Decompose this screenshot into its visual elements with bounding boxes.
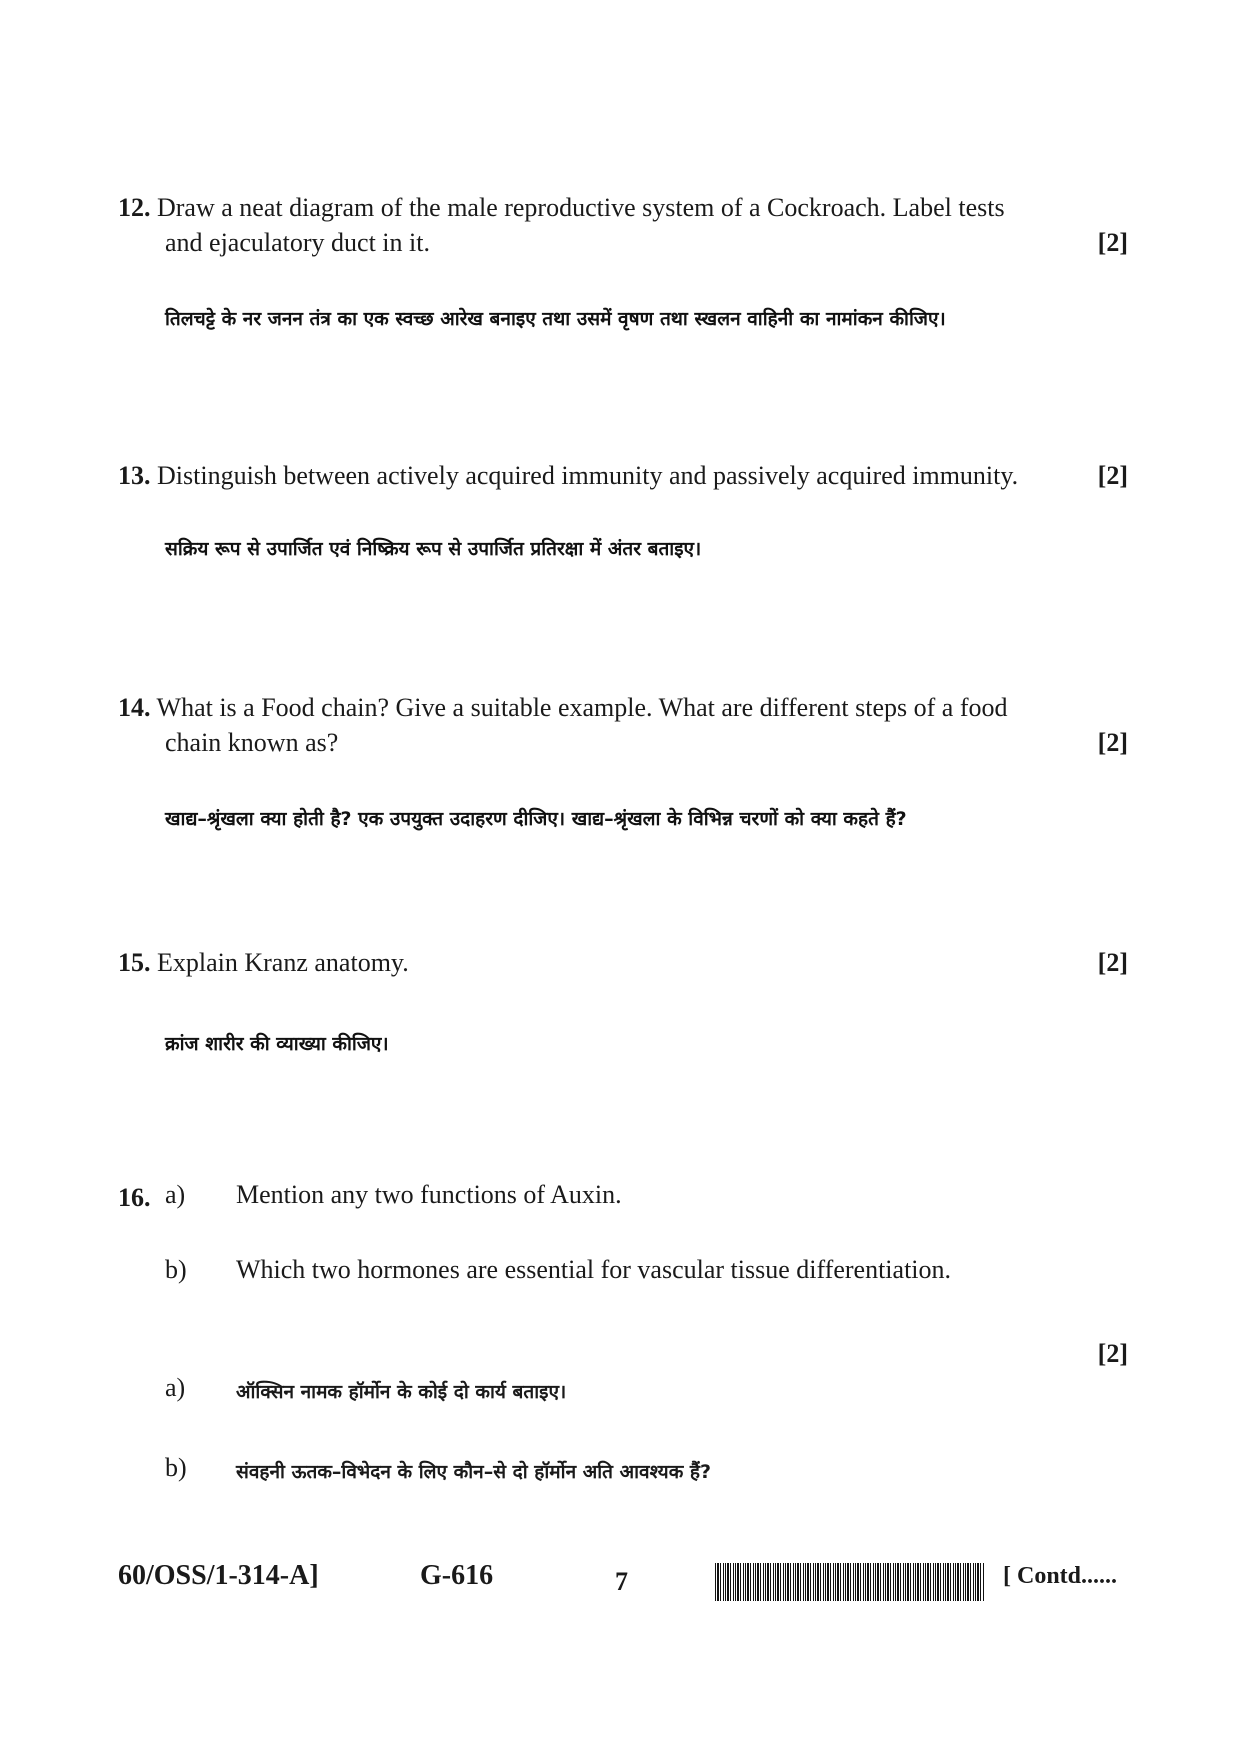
question-text: What is a Food chain? Give a suitable example. What are different steps of a food <box>156 693 1008 722</box>
question-12 <box>118 190 1128 270</box>
question-12-hindi: तिलचट्टे के नर जनन तंत्र का एक स्वच्छ आरेख बनाइए तथा उसमें वृषण तथा स्खलन वाहिनी का नामांकन कीजिए। <box>165 308 946 330</box>
page-number: 7 <box>615 1567 628 1596</box>
question-text-continued: and ejaculatory duct in it. <box>165 228 430 257</box>
question-15-hindi: क्रांज शारीर की व्याख्या कीजिए। <box>165 1033 389 1055</box>
marks: [2] <box>1097 728 1128 757</box>
paper-code: 60/OSS/1-314-A] <box>118 1560 319 1591</box>
question-text: Explain Kranz anatomy. <box>157 948 409 977</box>
sub-part-label: b) <box>165 1255 187 1284</box>
series-code: G-616 <box>420 1560 494 1591</box>
question-number: 12. <box>118 193 151 222</box>
marks: [2] <box>1097 1339 1128 1368</box>
sub-part-text-hindi: संवहनी ऊतक–विभेदन के लिए कौन–से दो हॉर्मोन अति आवश्यक हैं? <box>236 1461 712 1483</box>
question-text-continued: chain known as? <box>165 728 339 757</box>
question-14 <box>118 690 1128 770</box>
question-number: 14. <box>118 693 151 722</box>
marks: [2] <box>1097 948 1128 977</box>
sub-part-label: a) <box>165 1180 186 1209</box>
question-number: 13. <box>118 461 151 490</box>
sub-part-text: Which two hormones are essential for vascular tissue differentiation. <box>236 1255 952 1284</box>
marks: [2] <box>1097 228 1128 257</box>
sub-part-text-hindi: ऑक्सिन नामक हॉर्मोन के कोई दो कार्य बताइए। <box>236 1381 567 1403</box>
question-15 <box>118 945 1128 985</box>
question-text: Distinguish between actively acquired immunity and passively acquired immunity. <box>157 461 1019 490</box>
sub-part-text: Mention any two functions of Auxin. <box>236 1180 622 1209</box>
question-13-hindi: सक्रिय रूप से उपार्जित एवं निष्क्रिय रूप से उपार्जित प्रतिरक्षा में अंतर बताइए। <box>165 538 702 560</box>
contd-label: [ Contd...... <box>1003 1563 1118 1589</box>
sub-part-label-hindi: b) <box>165 1453 187 1482</box>
question-number: 16. <box>118 1183 151 1212</box>
question-14-hindi: खाद्य–श्रृंखला क्या होती है? एक उपयुक्त उदाहरण दीजिए। खाद्य–श्रृंखला के विभिन्न चरणों को क्या कहते हैं? <box>165 808 907 830</box>
sub-part-label-hindi: a) <box>165 1373 186 1402</box>
question-number: 15. <box>118 948 151 977</box>
question-16 <box>118 1180 1128 1480</box>
question-13 <box>118 458 1128 498</box>
barcode <box>715 1563 985 1601</box>
question-text: Draw a neat diagram of the male reproductive system of a Cockroach. Label tests <box>157 193 1005 222</box>
marks: [2] <box>1097 461 1128 490</box>
